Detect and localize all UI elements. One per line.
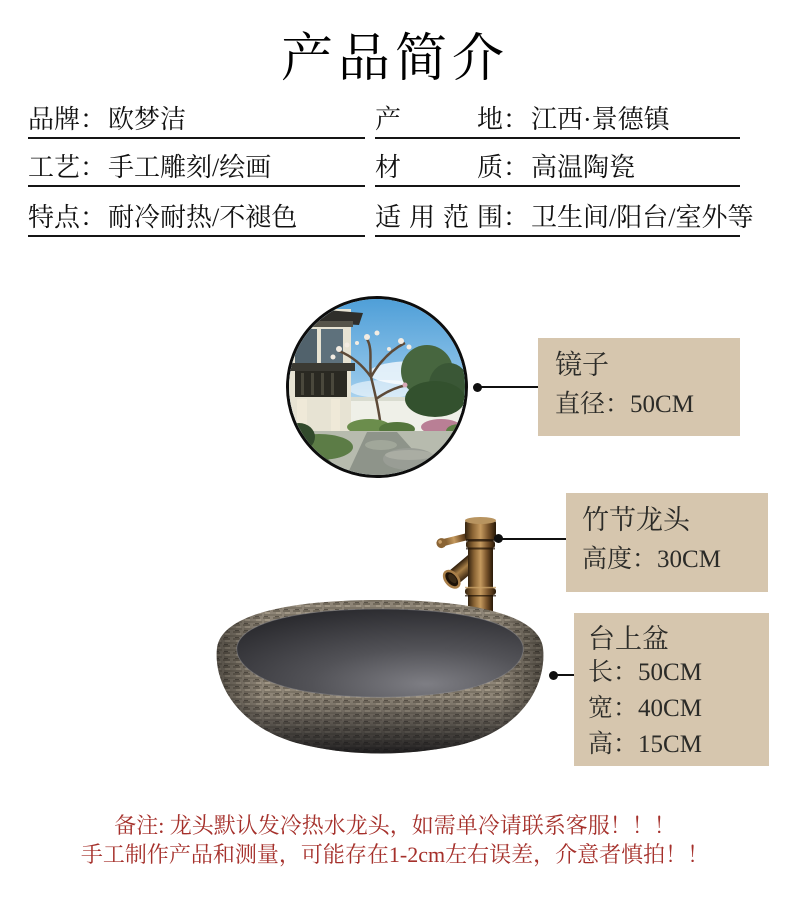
spec-value: 欧梦洁 [108, 105, 187, 134]
basin-callout-line [553, 674, 574, 676]
note-line-2: 手工制作产品和测量，可能存在1-2cm左右误差，介意者慎拍！！ [80, 842, 710, 867]
colon: ： [80, 203, 107, 232]
colon: ： [503, 203, 530, 232]
basin-label-title: 台上盆 [588, 624, 669, 654]
mirror-callout-line [477, 386, 538, 388]
basin-dim-length: 长：50CM [588, 659, 702, 686]
colon: ： [503, 153, 530, 182]
note-line-1: 备注: 龙头默认发冷热水龙头，如需单冷请联系客服！！！ [114, 813, 676, 838]
mirror-label-box [538, 338, 740, 436]
spec-value: 手工雕刻/绘画 [108, 153, 272, 182]
spec-label: 产地 [375, 105, 503, 134]
spec-cell-brand [28, 103, 365, 139]
basin-dim-height: 高：15CM [588, 731, 702, 758]
spec-value: 卫生间/阳台/室外等 [531, 203, 754, 232]
basin-dim-width: 宽：40CM [588, 695, 702, 722]
mirror-product-image [286, 296, 468, 478]
basin-product-image [213, 596, 547, 759]
spec-value: 耐冷耐热/不褪色 [108, 203, 298, 232]
spec-label: 品牌 [28, 105, 81, 134]
faucet-callout-line [498, 538, 566, 540]
spec-cell-origin [375, 103, 740, 139]
faucet-label-title: 竹节龙头 [582, 505, 690, 535]
mirror-garden-scene [289, 299, 465, 475]
basin-label-box [574, 613, 769, 766]
rock [417, 459, 465, 475]
spec-cell-feature [28, 201, 365, 237]
colon: ： [503, 105, 530, 134]
page-title: 产品简介 [280, 31, 509, 88]
faucet-bamboo-node [465, 588, 496, 595]
spec-cell-scope [375, 201, 754, 237]
spec-cell-material [375, 151, 740, 187]
spec-label: 工艺 [28, 153, 81, 182]
mirror-dim-line: 直径：50CM [555, 391, 694, 418]
spec-value: 江西·景德镇 [531, 105, 670, 134]
basin-interior [237, 609, 523, 697]
colon: ： [80, 105, 107, 134]
faucet-collar [466, 542, 495, 548]
faucet-label-box [566, 493, 768, 592]
spec-label: 特点 [28, 203, 81, 232]
spec-value: 高温陶瓷 [531, 153, 636, 182]
spec-cell-craft [28, 151, 365, 187]
spec-label: 适用范围 [375, 203, 503, 232]
mirror-label-title: 镜子 [555, 350, 609, 380]
colon: ： [80, 153, 107, 182]
faucet-dim-line: 高度：30CM [582, 546, 721, 573]
spec-label: 材质 [375, 153, 503, 182]
